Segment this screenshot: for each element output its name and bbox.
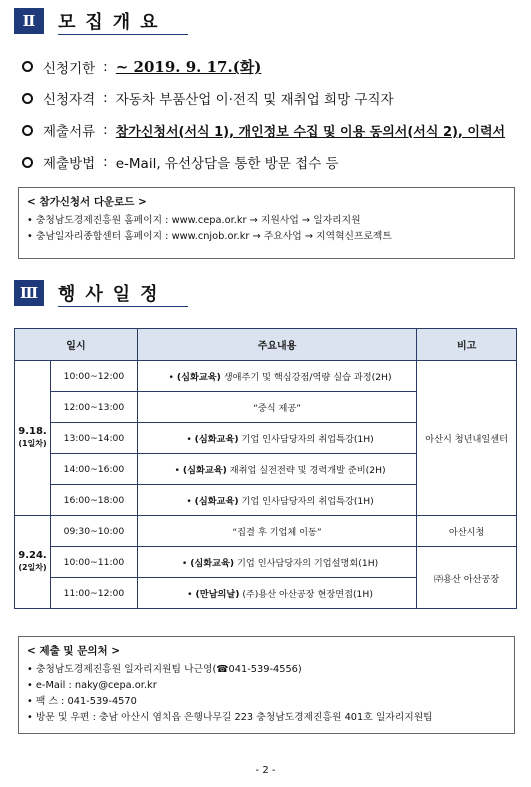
box-row: • 충청남도경제진흥원 일자리지원팀 나근영(☎041-539-4556) <box>27 662 506 678</box>
deadline-value: ~ 2019. 9. 17.(화) <box>115 58 262 76</box>
colon: : <box>103 122 108 138</box>
time-cell: 16:00~18:00 <box>50 485 137 516</box>
content-tag: (심화교육) <box>182 465 227 476</box>
circle-bullet-icon <box>22 125 33 136</box>
table-header-row <box>15 329 517 361</box>
section-title: 모집개요 <box>58 12 168 33</box>
day2-date: 9.24. <box>18 550 47 561</box>
schedule-table <box>14 328 517 609</box>
content-cell: • (심화교육) 생애주기 및 핵심강점/역량 실습 과정(2H) <box>137 361 416 392</box>
section-underline <box>58 306 188 307</box>
content-cell: • (심화교육) 기업 인사담당자의 취업특강(1H) <box>137 423 416 454</box>
content-text: 기업 인사담당자의 취업특강(1H) <box>238 434 374 445</box>
day1-note: 아산시 청년내일센터 <box>417 361 517 516</box>
content-text: 생애주기 및 핵심강점/역량 실습 과정(2H) <box>220 372 392 383</box>
time-cell: 13:00~14:00 <box>50 423 137 454</box>
content-text: 기업 인사담당자의 취업특강(1H) <box>238 496 374 507</box>
box-row: • 충청남도경제진흥원 홈페이지 : www.cepa.or.kr → 지원사업 → 일자리지원 <box>27 213 506 229</box>
colon: : <box>103 154 108 170</box>
day2-sub: (2일차) <box>18 563 47 572</box>
time-cell: 14:00~16:00 <box>50 454 137 485</box>
circle-bullet-icon <box>22 157 33 168</box>
method-value: e-Mail, 유선상담을 통한 방문 접수 등 <box>115 156 339 172</box>
day2-note-2: ㈜용산 아산공장 <box>417 547 517 609</box>
time-cell: 10:00~11:00 <box>50 547 137 578</box>
content-tag: (심화교육) <box>194 496 239 507</box>
section-3-header <box>14 280 168 306</box>
box-row: • 방문 및 우편 : 충남 아산시 염치읍 은행나무길 223 충청남도경제진흥원 401호 일자리지원팀 <box>27 710 506 726</box>
circle-bullet-icon <box>22 61 33 72</box>
qualification-value: 자동차 부품산업 이·전직 및 재취업 희망 구직자 <box>115 92 394 108</box>
item-label: 제출서류 <box>43 124 96 140</box>
box-title: < 참가신청서 다운로드 > <box>27 196 147 208</box>
content-tag: (만남의날) <box>195 589 240 600</box>
item-label: 신청기한 <box>43 60 96 77</box>
box-row: • 팩 스 : 041-539-4570 <box>27 694 506 710</box>
download-info-box <box>18 187 515 259</box>
page-number: - 2 - <box>255 765 276 776</box>
box-row: • 충남일자리종합센터 홈페이지 : www.cnjob.or.kr → 주요사업 → 지역혁신프로젝트 <box>27 229 506 245</box>
day1-date: 9.18. <box>18 426 47 437</box>
content-cell: • (심화교육) 재취업 실전전략 및 경력개발 준비(2H) <box>137 454 416 485</box>
content-cell: • (심화교육) 기업 인사담당자의 기업설명회(1H) <box>137 547 416 578</box>
section-number: Ⅱ <box>14 8 44 34</box>
content-cell: “중식 제공” <box>137 392 416 423</box>
content-cell: • (만남의날) (주)용산 아산공장 현장면접(1H) <box>137 578 416 609</box>
content-text: 기업 인사담당자의 기업설명회(1H) <box>234 558 379 569</box>
circle-bullet-icon <box>22 93 33 104</box>
item-label: 신청자격 <box>43 92 96 108</box>
day2-cell <box>15 516 51 609</box>
table-row <box>15 361 517 392</box>
section-underline <box>58 34 188 35</box>
box-row: • e-Mail : naky@cepa.or.kr <box>27 678 506 694</box>
documents-value: 참가신청서(서식 1), 개인정보 수집 및 이용 동의서(서식 2), 이력서 <box>115 124 506 140</box>
box-title: < 제출 및 문의처 > <box>27 645 121 657</box>
section-title: 행사일정 <box>58 284 168 305</box>
table-row <box>15 547 517 578</box>
item-documents <box>22 120 505 140</box>
section-number: Ⅲ <box>14 280 44 306</box>
content-cell: “집결 후 기업체 이동” <box>137 516 416 547</box>
item-method <box>22 152 339 172</box>
day1-cell <box>15 361 51 516</box>
section-2-header <box>14 8 168 34</box>
time-cell: 11:00~12:00 <box>50 578 137 609</box>
content-tag: (심화교육) <box>190 558 235 569</box>
contact-info-box <box>18 636 515 734</box>
header-datetime: 일시 <box>15 329 138 361</box>
content-tag: (심화교육) <box>176 372 221 383</box>
content-cell: • (심화교육) 기업 인사담당자의 취업특강(1H) <box>137 485 416 516</box>
item-period <box>22 56 261 77</box>
content-tag: (심화교육) <box>194 434 239 445</box>
content-text: (주)용산 아산공장 현장면접(1H) <box>239 589 373 600</box>
colon: : <box>103 90 108 106</box>
colon: : <box>103 58 108 75</box>
time-cell: 10:00~12:00 <box>50 361 137 392</box>
item-label: 제출방법 <box>43 156 96 172</box>
day1-sub: (1일차) <box>18 439 47 448</box>
header-note: 비고 <box>417 329 517 361</box>
table-row <box>15 516 517 547</box>
time-cell: 09:30~10:00 <box>50 516 137 547</box>
header-content: 주요내용 <box>137 329 416 361</box>
day2-note-1: 아산시청 <box>417 516 517 547</box>
content-text: 재취업 실전전략 및 경력개발 준비(2H) <box>226 465 386 476</box>
item-qualification <box>22 88 394 108</box>
time-cell: 12:00~13:00 <box>50 392 137 423</box>
